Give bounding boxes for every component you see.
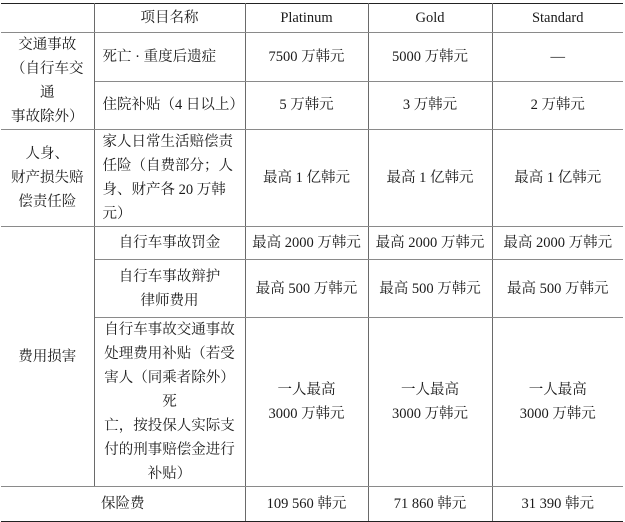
insurance-comparison-table [1,3,623,522]
handling-platinum-line-1: 一人最高 [277,382,336,398]
group-expense: 费用损害 [1,227,94,487]
group-traffic-accident [1,33,94,130]
family-gold: 最高 1 亿韩元 [368,130,492,227]
row-death [1,33,623,82]
hospital-platinum: 5 万韩元 [245,81,368,130]
group-traffic-line-1: 交通事故 [18,37,77,53]
premium-standard: 31 390 韩元 [492,487,623,522]
header-gold: Gold [368,4,492,33]
fine-gold: 最高 2000 万韩元 [368,227,492,260]
hospital-gold: 3 万韩元 [368,81,492,130]
handling-line-6: 补贴） [147,466,192,482]
premium-platinum: 109 560 韩元 [245,487,368,522]
item-lawyer [94,260,245,318]
hospital-standard: 2 万韩元 [492,81,623,130]
handling-line-1: 自行车事故交通事故 [104,322,235,338]
row-family-liability [1,130,623,227]
fine-standard: 最高 2000 万韩元 [492,227,623,260]
handling-standard-line-1: 一人最高 [528,382,587,398]
fine-platinum: 最高 2000 万韩元 [245,227,368,260]
row-fine [1,227,623,260]
lawyer-line-1: 自行车事故辩护 [118,268,221,285]
death-standard: — [492,33,623,82]
header-item-name: 项目名称 [94,4,245,33]
group-liability-line-3: 偿责任险 [18,194,77,210]
item-family-liability [94,130,245,227]
item-fine: 自行车事故罚金 [94,227,245,260]
family-line-2: 任险（自费部分；人 [102,158,233,174]
handling-line-3: 害人（同乘者除外）死 [104,370,235,410]
handling-gold [368,318,492,487]
handling-platinum [245,318,368,487]
handling-line-5: 付的刑事赔偿金进行 [104,442,235,458]
lawyer-line-2: 律师费用 [140,292,199,309]
lawyer-platinum: 最高 500 万韩元 [245,260,368,318]
group-liability-line-1: 人身、 [25,146,69,162]
handling-gold-line-2: 3000 万韩元 [391,406,469,422]
family-standard: 最高 1 亿韩元 [492,130,623,227]
handling-platinum-line-2: 3000 万韩元 [268,406,345,422]
row-hospital [1,81,623,130]
header-standard: Standard [492,4,623,33]
family-line-3: 身、财产各 20 万韩元） [102,182,226,222]
header-blank [1,4,94,33]
group-liability-line-2: 财产损失赔 [11,170,84,186]
group-liability [1,130,94,227]
row-premium [1,487,623,522]
death-gold: 5000 万韩元 [368,33,492,82]
lawyer-gold: 最高 500 万韩元 [368,260,492,318]
row-handling [1,318,623,487]
handling-line-4: 亡，按投保人实际支 [104,418,235,434]
row-lawyer [1,260,623,318]
handling-standard [492,318,623,487]
handling-gold-line-1: 一人最高 [401,382,459,398]
group-traffic-line-3: 事故除外） [11,109,84,125]
group-traffic-line-2: （自行车交通 [11,61,84,101]
item-handling [94,318,245,487]
handling-standard-line-2: 3000 万韩元 [519,406,596,422]
death-platinum: 7500 万韩元 [245,33,368,82]
item-hospital: 住院补贴（4 日以上） [94,81,245,130]
handling-line-2: 处理费用补贴（若受 [104,346,235,362]
header-platinum: Platinum [245,4,368,33]
premium-gold: 71 860 韩元 [368,487,492,522]
item-death: 死亡 · 重度后遗症 [94,33,245,82]
family-platinum: 最高 1 亿韩元 [245,130,368,227]
item-premium: 保险费 [1,487,245,522]
header-row [1,4,623,33]
family-line-1: 家人日常生活赔偿责 [102,134,233,150]
lawyer-standard: 最高 500 万韩元 [492,260,623,318]
